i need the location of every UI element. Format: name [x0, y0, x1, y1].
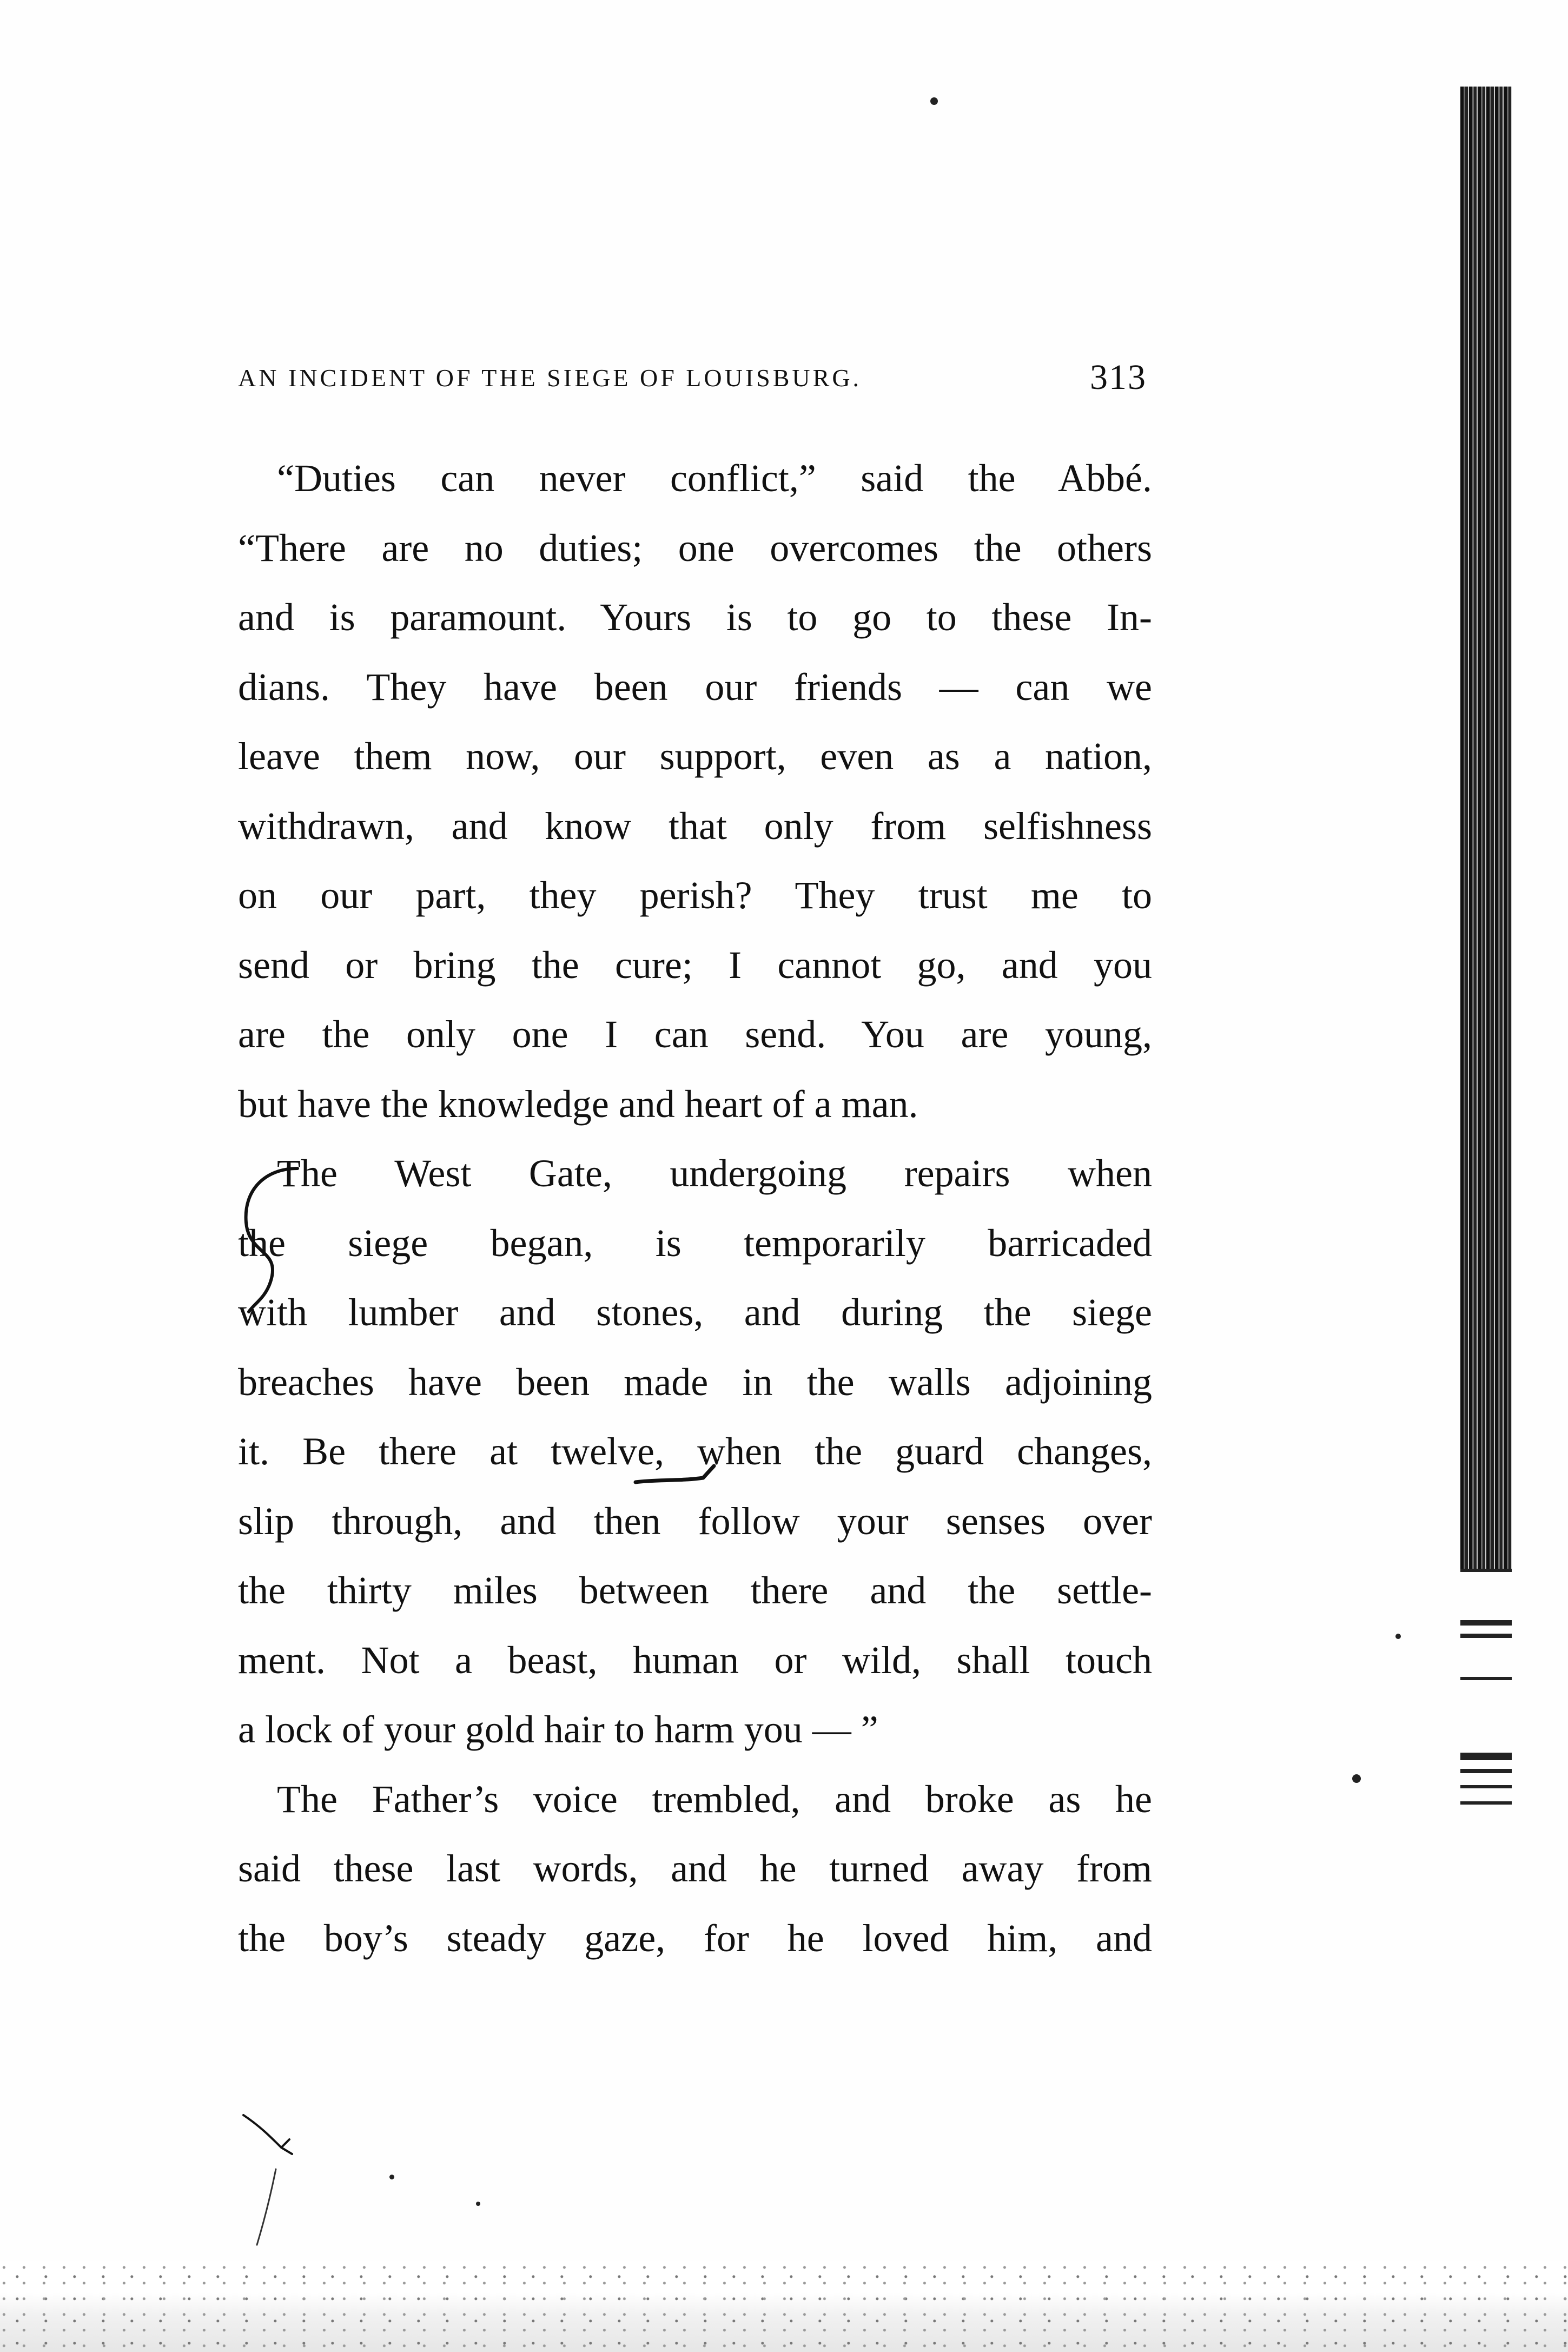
text-line: said these last words, and he turned away from — [238, 1847, 1152, 1890]
text-line: ment. Not a beast, human or wild, shall touch — [238, 1638, 1152, 1682]
text-line: the boy’s steady gaze, for he loved him, and — [238, 1916, 1152, 1960]
binding-edge-marks — [1460, 1569, 1512, 1818]
text-line: “Duties can never conflict,” said the Abbé. — [277, 457, 1152, 500]
text-line: “There are no duties; one overcomes the others — [238, 526, 1152, 570]
page-number: 313 — [1090, 358, 1147, 397]
text-line: the thirty miles between there and the settle- — [238, 1569, 1152, 1612]
handwritten-underline-mark — [633, 1461, 719, 1493]
text-line: dians. They have been our friends — can we — [238, 665, 1152, 709]
text-line: but have the knowledge and heart of a man. — [238, 1082, 918, 1126]
text-line: with lumber and stones, and during the siege — [238, 1291, 1152, 1334]
body-text — [238, 444, 1152, 1973]
text-line: the siege began, is temporarily barricaded — [238, 1221, 1152, 1265]
scanned-bottom-edge — [0, 2261, 1568, 2352]
text-line: a lock of your gold hair to harm you — ” — [238, 1708, 878, 1751]
text-line: send or bring the cure; I cannot go, and you — [238, 943, 1152, 987]
text-line: The West Gate, undergoing repairs when — [277, 1152, 1152, 1195]
text-line: withdrawn, and know that only from selfishness — [238, 804, 1152, 848]
text-line: The Father’s voice trembled, and broke as he — [277, 1777, 1152, 1821]
text-line: breaches have been made in the walls adjoining — [238, 1360, 1152, 1404]
text-line: and is paramount. Yours is to go to these In- — [238, 596, 1152, 639]
text-line: it. Be there at twelve, when the guard changes, — [238, 1430, 1152, 1473]
corner-pencil-mark — [238, 2110, 314, 2250]
running-header-title: AN INCIDENT OF THE SIEGE OF LOUISBURG. — [238, 364, 862, 392]
text-line: leave them now, our support, even as a nation, — [238, 735, 1152, 778]
handwritten-bracket-mark — [233, 1158, 308, 1320]
text-line: on our part, they perish? They trust me to — [238, 874, 1152, 917]
text-line: slip through, and then follow your senses over — [238, 1499, 1152, 1543]
running-header — [238, 357, 1147, 406]
binding-edge — [1460, 87, 1512, 1569]
text-line: are the only one I can send. You are young, — [238, 1013, 1152, 1056]
